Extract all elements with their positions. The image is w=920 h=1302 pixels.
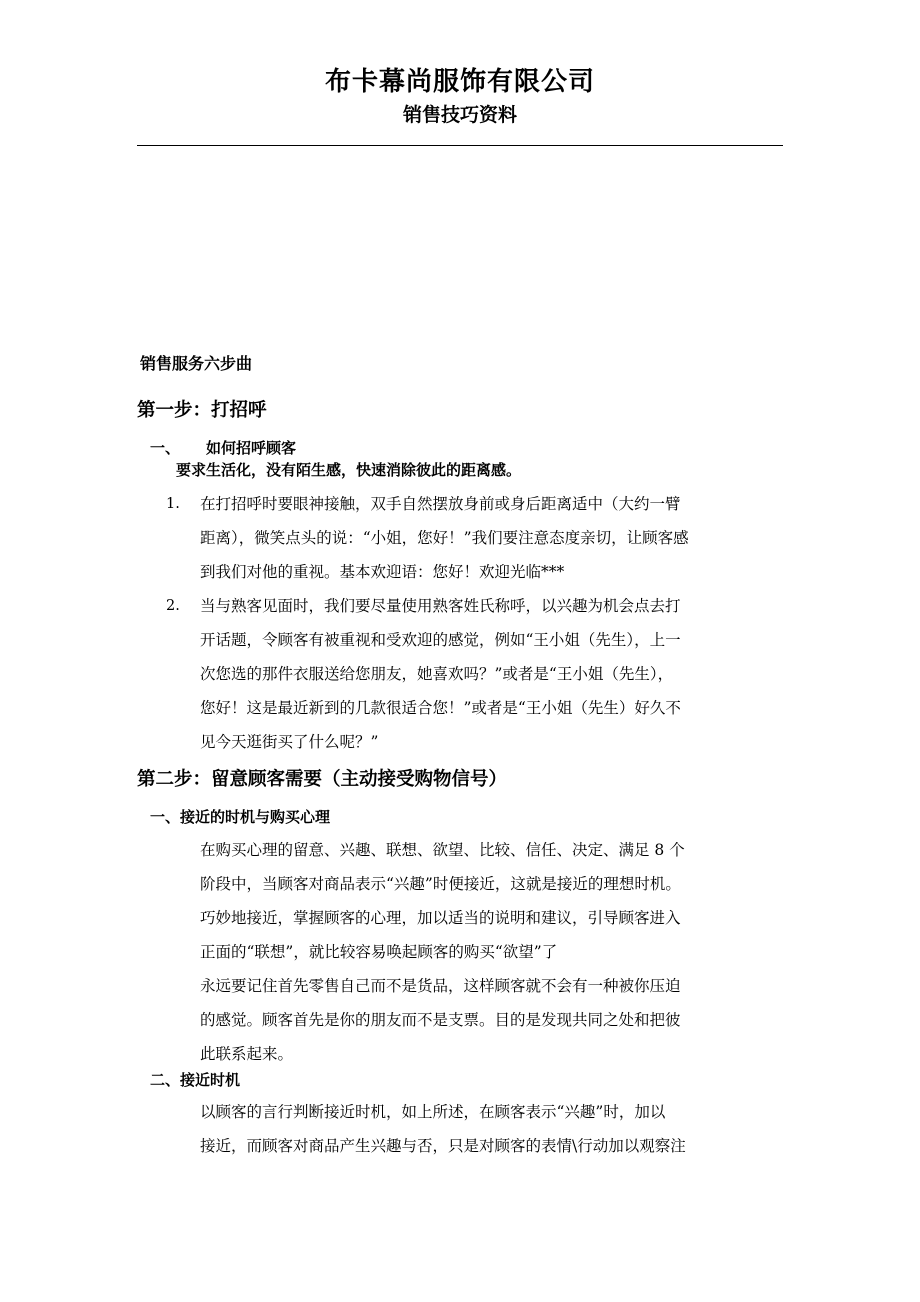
body-line: 永远要记住首先零售自己而不是货品，这样顾客就不会有一种被你压迫 (200, 977, 681, 995)
step1-part1-title: 如何招呼顾客 (206, 439, 297, 457)
body-line: 到我们对他的重视。基本欢迎语：您好！欢迎光临*** (200, 563, 565, 581)
company-title: 布卡幕尚服饰有限公司 (324, 67, 595, 97)
step2-part1-title: 接近的时机与购买心理 (180, 808, 331, 826)
body-line: 接近，而顾客对商品产生兴趣与否，只是对顾客的表情\行动加以观察注 (200, 1137, 686, 1155)
body-line: 以顾客的言行判断接近时机，如上所述，在顾客表示“兴趣”时，加以 (200, 1103, 666, 1121)
step2-part1-number: 一、 (150, 808, 181, 826)
document-subtitle: 销售技巧资料 (402, 104, 517, 126)
list-marker: 2. (166, 598, 180, 614)
body-line: 次您选的那件衣服送给您朋友，她喜欢吗？”或者是“王小姐（先生）， (200, 665, 674, 683)
step2-part2-title: 接近时机 (180, 1071, 241, 1089)
body-line: 巧妙地接近，掌握顾客的心理，加以适当的说明和建议，引导顾客进入 (200, 909, 681, 927)
step1-part1-number: 一、 (150, 439, 181, 457)
body-line: 在购买心理的留意、兴趣、联想、欲望、比较、信任、决定、满足 8 个 (200, 841, 685, 859)
step2-heading: 第二步：留意顾客需要（主动接受购物信号） (137, 769, 508, 790)
body-line: 当与熟客见面时，我们要尽量使用熟客姓氏称呼，以兴趣为机会点去打 (200, 597, 681, 615)
step2-part2-heading (150, 1069, 240, 1091)
body-line: 见今天逛街买了什么呢？” (200, 733, 379, 751)
header-divider (137, 145, 783, 146)
list-marker: 1. (166, 496, 180, 512)
step1-part1-heading (150, 437, 296, 459)
body-line: 的感觉。顾客首先是你的朋友而不是支票。目的是发现共同之处和把彼 (200, 1011, 681, 1029)
step1-emphasis: 要求生活化，没有陌生感，快速消除彼此的距离感。 (176, 461, 522, 479)
step2-part2-number: 二、 (150, 1071, 181, 1089)
section-heading: 销售服务六步曲 (140, 354, 253, 373)
body-line: 开话题，令顾客有被重视和受欢迎的感觉，例如“王小姐（先生），上一 (200, 631, 681, 649)
body-line: 阶段中，当顾客对商品表示“兴趣”时便接近，这就是接近的理想时机。 (200, 875, 681, 893)
body-line: 此联系起来。 (200, 1045, 294, 1063)
body-line: 您好！这是最近新到的几款很适合您！”或者是“王小姐（先生）好久不 (200, 699, 681, 717)
step1-heading: 第一步：打招呼 (137, 400, 267, 421)
body-line: 距离），微笑点头的说：“小姐，您好！”我们要注意态度亲切，让顾客感 (200, 529, 689, 547)
body-line: 正面的“联想”，就比较容易唤起顾客的购买“欲望”了 (200, 943, 558, 961)
body-line: 在打招呼时要眼神接触，双手自然摆放身前或身后距离适中（大约一臂 (200, 495, 681, 513)
step2-part1-heading (150, 806, 330, 828)
